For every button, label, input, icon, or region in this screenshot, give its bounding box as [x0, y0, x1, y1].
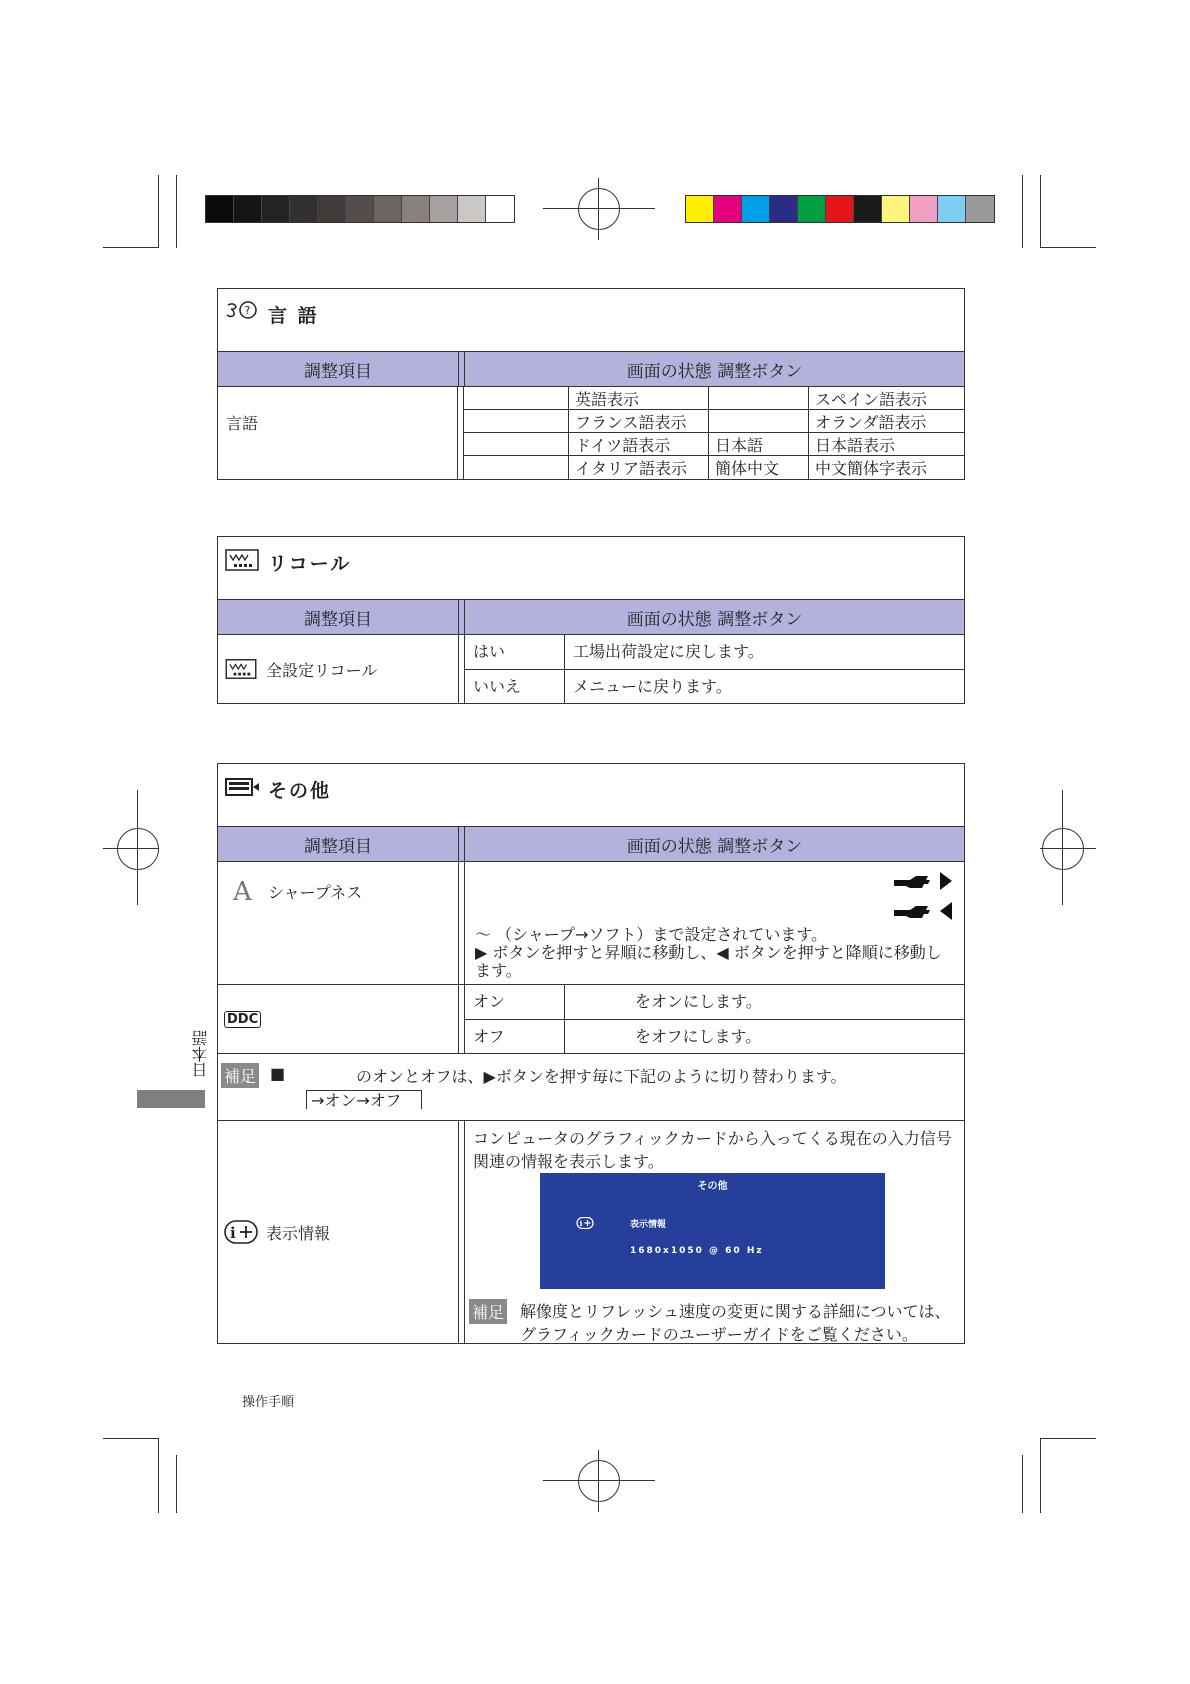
- ddc-cycle-diagram: →オン→オフ: [306, 1090, 422, 1109]
- language-option-cell: オランダ語表示: [809, 410, 964, 433]
- recall-option-no: いいえ: [465, 670, 565, 703]
- language-option-cell: 日本語表示: [809, 433, 964, 456]
- color-swatch: [826, 196, 854, 222]
- recall-option-desc: 工場出荷設定に戻します。: [573, 642, 764, 661]
- crop-mark: [176, 1455, 177, 1513]
- sharpness-icon: [232, 878, 256, 904]
- ddc-off-desc: をオフにします。: [635, 1027, 762, 1046]
- column-header-state: 画面の状態 調整ボタン: [626, 361, 803, 382]
- registration-mark: [117, 828, 159, 870]
- recall-icon: [224, 547, 260, 573]
- color-swatch: [262, 196, 290, 222]
- sharpness-desc-text: ▶ ボタンを押すと昇順に移動し、◀ ボタンを押すと降順に移動し: [475, 943, 942, 962]
- language-option-cell: 英語表示: [569, 387, 709, 410]
- section-title: リコール: [268, 553, 352, 575]
- color-swatch: [686, 196, 714, 222]
- language-option-cell: 中文簡体字表示: [815, 459, 928, 478]
- crop-mark: [176, 175, 177, 248]
- color-swatch: [458, 196, 486, 222]
- osd-item: 表示情報: [630, 1220, 667, 1230]
- color-swatch: [882, 196, 910, 222]
- info-desc-text: 関連の情報を表示します。: [473, 1152, 664, 1171]
- language-option-cell: [464, 387, 569, 410]
- row-label: 全設定リコール: [266, 660, 378, 680]
- column-header-item: 調整項目: [218, 600, 459, 634]
- sharpness-desc-text: ます。: [475, 961, 522, 980]
- recall-option-desc: メニューに戻ります。: [573, 677, 732, 696]
- language-option-cell: スペイン語表示: [809, 387, 964, 410]
- color-swatch: [938, 196, 966, 222]
- language-option-cell: ドイツ語表示: [569, 433, 709, 456]
- crop-mark: [1022, 1455, 1023, 1513]
- language-section: [217, 288, 965, 480]
- info-desc-text: コンピュータのグラフィックカードから入ってくる現在の入力信号: [473, 1129, 952, 1148]
- language-options-grid: [464, 387, 964, 479]
- osd-value: 1680x1050 @ 60 Hz: [630, 1246, 764, 1256]
- color-swatch: [798, 196, 826, 222]
- other-icon: [224, 774, 260, 800]
- registration-mark: [578, 1460, 620, 1502]
- osd-title: その他: [697, 1181, 728, 1192]
- language-option-cell: [464, 456, 569, 479]
- side-language-label: 日本語: [191, 1030, 210, 1078]
- crop-mark: [158, 175, 159, 248]
- column-header-state: 画面の状態 調整ボタン: [626, 836, 803, 857]
- color-swatch: [486, 196, 514, 222]
- info-note-text: グラフィックカードのユーザーガイドをご覧ください。: [520, 1325, 918, 1344]
- registration-mark: [1042, 828, 1084, 870]
- language-option-cell: [464, 410, 569, 433]
- color-swatch: [714, 196, 742, 222]
- crop-mark: [1040, 247, 1096, 248]
- crop-mark: [158, 1438, 159, 1513]
- language-option-cell: [464, 433, 569, 456]
- crop-mark: [1040, 175, 1041, 248]
- note-tag: 補足: [469, 1299, 507, 1324]
- sharpness-range-text: 〜 （シャープ→ソフト）まで設定されています。: [475, 925, 828, 944]
- crop-mark: [103, 1438, 159, 1439]
- crop-mark: [1022, 175, 1023, 248]
- osd-preview-screen: [540, 1173, 885, 1289]
- language-option-cell: [709, 410, 809, 433]
- svg-text:i: i: [579, 1219, 583, 1228]
- language-option-cell: [709, 387, 809, 410]
- row-label: 表示情報: [266, 1223, 331, 1243]
- color-swatch: [318, 196, 346, 222]
- language-option-cell: 日本語: [709, 433, 809, 456]
- color-swatch: [742, 196, 770, 222]
- color-swatch: [966, 196, 994, 222]
- color-swatch: [402, 196, 430, 222]
- section-title: 言 語: [268, 305, 319, 327]
- svg-text:i: i: [230, 1224, 236, 1242]
- language-icon: [224, 299, 260, 325]
- column-header-item: 調整項目: [218, 352, 459, 386]
- row-label: シャープネス: [268, 883, 363, 902]
- crop-mark: [1040, 1438, 1096, 1439]
- color-bar: [685, 195, 995, 223]
- language-option-cell: イタリア語表示: [569, 456, 709, 479]
- ddc-option-off: オフ: [465, 1020, 565, 1053]
- color-swatch: [770, 196, 798, 222]
- ddc-note-text: のオンとオフは、▶ボタンを押す毎に下記のように切り替わります。: [356, 1067, 847, 1086]
- color-swatch: [430, 196, 458, 222]
- ddc-on-desc: をオンにします。: [635, 992, 762, 1011]
- color-swatch: [234, 196, 262, 222]
- ddc-option-on: オン: [465, 985, 565, 1019]
- hand-right-arrow-icon: [892, 870, 956, 930]
- language-option-cell: 簡体中文: [709, 456, 809, 479]
- svg-text:?: ?: [244, 304, 251, 317]
- color-swatch: [854, 196, 882, 222]
- ddc-icon: DDC: [224, 1011, 261, 1028]
- row-label: 言語: [218, 387, 458, 479]
- gray-color-bar: [205, 195, 515, 223]
- info-note-text: 解像度とリフレッシュ速度の変更に関する詳細については、: [520, 1302, 951, 1321]
- column-header-item: 調整項目: [218, 827, 459, 861]
- color-swatch: [206, 196, 234, 222]
- color-swatch: [290, 196, 318, 222]
- color-swatch: [374, 196, 402, 222]
- recall-section: [217, 536, 965, 704]
- bullet-square-icon: ■: [270, 1064, 286, 1083]
- other-section: [217, 763, 965, 1344]
- section-title: その他: [268, 780, 332, 802]
- column-header-state: 画面の状態 調整ボタン: [626, 609, 803, 630]
- info-icon: [224, 1220, 258, 1244]
- recall-icon: [224, 657, 258, 681]
- language-option-cell: フランス語表示: [569, 410, 709, 433]
- crop-mark: [1040, 1438, 1041, 1513]
- svg-text:A: A: [233, 878, 252, 904]
- recall-option-yes: はい: [465, 635, 565, 669]
- color-swatch: [346, 196, 374, 222]
- registration-mark: [578, 188, 620, 230]
- color-swatch: [910, 196, 938, 222]
- side-tab-marker: [137, 1090, 205, 1108]
- footer-label: 操作手順: [242, 1395, 295, 1410]
- info-icon: [576, 1217, 594, 1229]
- note-tag: 補足: [221, 1063, 259, 1088]
- crop-mark: [103, 247, 159, 248]
